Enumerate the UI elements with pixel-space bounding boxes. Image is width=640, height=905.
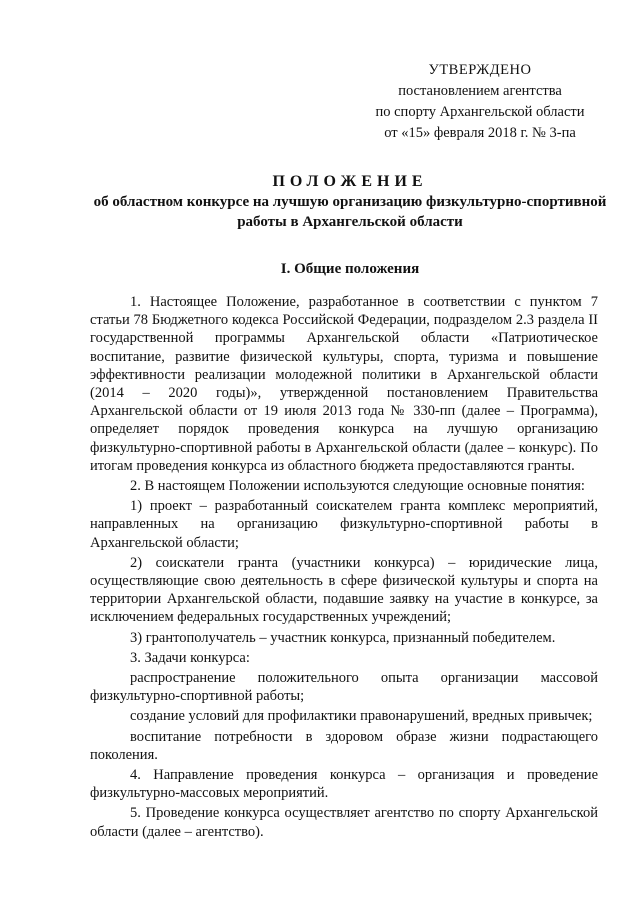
- title-subtitle: об областном конкурсе на лучшую организацию физкультурно-спортивной работы в Архангельской области: [93, 194, 607, 230]
- title-main: ПОЛОЖЕНИЕ: [272, 173, 428, 190]
- paragraph-7: распространение положительного опыта организации массовой физкультурно-спортивной работы;: [90, 670, 598, 705]
- approval-line-2: по спорту Архангельской области: [375, 104, 585, 120]
- approval-heading: УТВЕРЖДЕНО: [428, 62, 532, 78]
- paragraph-9: воспитание потребности в здоровом образе жизни подрастающего поколения.: [90, 728, 598, 763]
- paragraph-11: 5. Проведение конкурса осуществляет агентство по спорту Архангельской области (далее – агентство).: [90, 805, 598, 840]
- approval-stamp: [340, 60, 620, 144]
- paragraph-8: создание условий для профилактики правонарушений, вредных привычек;: [130, 708, 593, 725]
- paragraph-1: 1. Настоящее Положение, разработанное в соответствии с пунктом 7 статьи 78 Бюджетного кодекса Российской Федерации, подразделом 2.3 раздела II государственной программы Архангельской области «Патриотическое воспитание, развитие физической культуры, спорта, туризма и повышение эффективности реализации молодежной политики в Архангельской области (2014 – 2020 годы)», утвержденной постановлением Правительства Архангельской области от 19 июля 2013 года № 330-пп (далее – Программа), определяет порядок проведения конкурса на лучшую организацию физкультурно-спортивной работы в Архангельской области (далее – конкурс). По итогам проведения конкурса из областного бюджета предоставляются гранты.: [90, 294, 598, 474]
- paragraph-2: 2. В настоящем Положении используются следующие основные понятия:: [130, 478, 585, 495]
- paragraph-5: 3) грантополучатель – участник конкурса, признанный победителем.: [130, 629, 556, 646]
- approval-line-1: постановлением агентства: [398, 83, 562, 99]
- paragraph-6: 3. Задачи конкурса:: [130, 649, 250, 666]
- document-body: [90, 293, 598, 841]
- approval-line-3: от «15» февраля 2018 г. № 3-па: [384, 125, 576, 141]
- paragraph-10: 4. Направление проведения конкурса – организация и проведение физкультурно-массовых мероприятий.: [90, 767, 598, 802]
- paragraph-3: 1) проект – разработанный соискателем гранта комплекс мероприятий, направленных на организацию физкультурно-спортивной работы в Архангельской области;: [90, 498, 598, 551]
- document-title: [90, 172, 610, 232]
- section-heading: I. Общие положения: [280, 261, 420, 277]
- paragraph-4: 2) соискатели гранта (участники конкурса) – юридические лица, осуществляющие свою деятельность в сфере физической культуры и спорта на территории Архангельской области, подавшие заявку на участие в конкурсе, за исключением федеральных государственных учреждений;: [90, 554, 598, 626]
